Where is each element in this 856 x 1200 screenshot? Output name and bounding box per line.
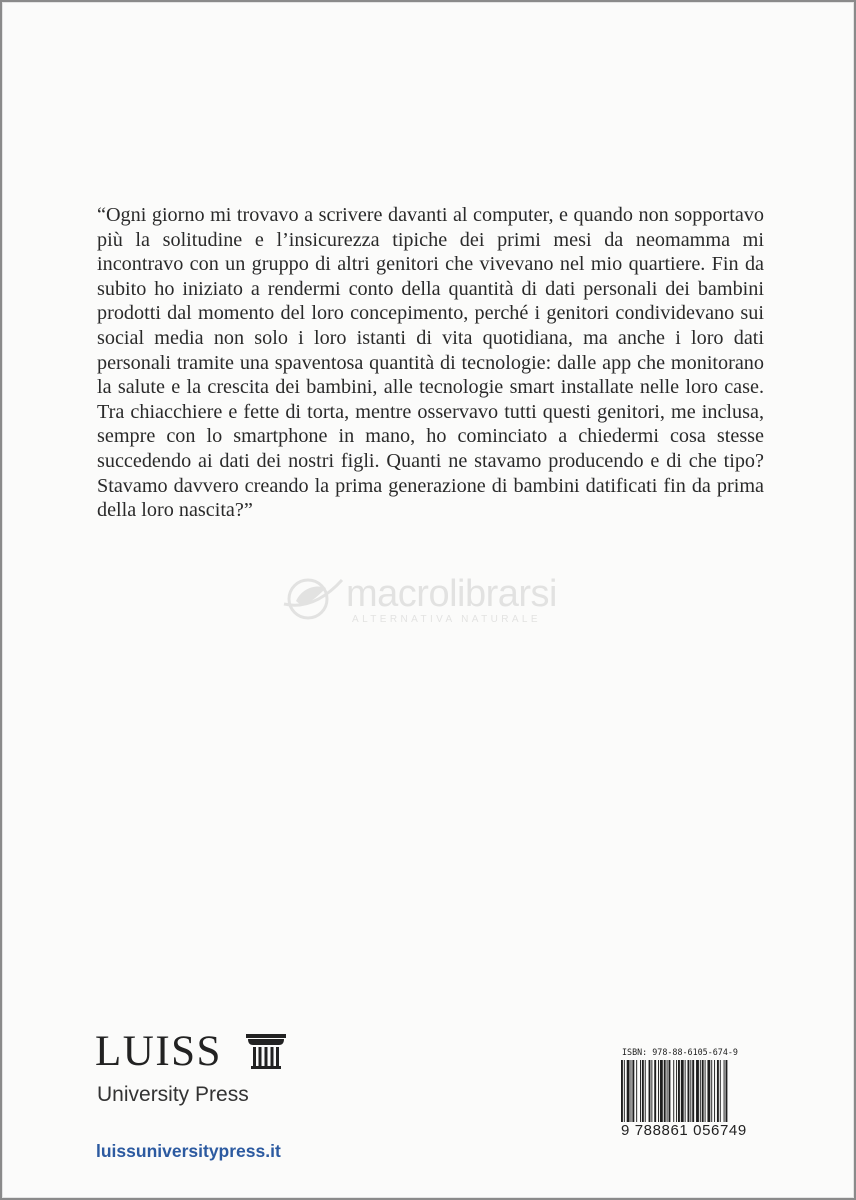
publisher-subtitle: University Press: [97, 1083, 249, 1106]
barcode-bar: [660, 1060, 663, 1126]
barcode-bar: [714, 1060, 715, 1126]
watermark: [282, 572, 592, 632]
isbn-label: ISBN: 978-88-6105-674-9: [622, 1047, 738, 1057]
watermark-tagline: ALTERNATIVA NATURALE: [352, 614, 541, 625]
barcode-bar: [690, 1060, 691, 1126]
barcode-bar: [707, 1060, 710, 1126]
barcode-bar: [711, 1060, 712, 1126]
barcode-bar: [627, 1060, 630, 1126]
barcode-bar: [645, 1060, 646, 1126]
barcode-bar: [642, 1060, 644, 1126]
barcode-bar: [724, 1060, 725, 1126]
barcode-bar: [658, 1060, 659, 1126]
back-cover-quote: [97, 203, 764, 523]
barcode-bar: [631, 1060, 632, 1126]
publisher-name: LUISS: [95, 1028, 222, 1075]
barcode-bar: [664, 1060, 666, 1126]
barcode-bar: [649, 1060, 651, 1126]
barcode-bar: [717, 1060, 719, 1126]
isbn-barcode: [619, 1047, 767, 1140]
barcode-bar: [632, 1060, 634, 1126]
barcode-bar: [702, 1060, 704, 1126]
barcode-bar: [640, 1060, 641, 1126]
barcode-bar: [636, 1060, 637, 1126]
barcode-bar: [700, 1060, 701, 1126]
barcode-bar: [681, 1060, 684, 1126]
barcode-digits: 9 788861 056749: [621, 1122, 747, 1139]
barcode-bar: [667, 1060, 668, 1126]
barcode-bar: [676, 1060, 677, 1126]
barcode-bar: [678, 1060, 680, 1126]
barcode-bar: [720, 1060, 721, 1126]
barcode-bar: [654, 1060, 656, 1126]
leaf-swirl-icon: [282, 574, 346, 624]
barcode-bar: [621, 1060, 623, 1126]
barcode-bar: [651, 1060, 652, 1126]
watermark-name: macrolibrarsi: [346, 573, 557, 615]
barcode-bar: [624, 1060, 625, 1126]
barcode-bar: [726, 1060, 728, 1126]
barcode-bar: [696, 1060, 699, 1126]
barcode-bar: [692, 1060, 694, 1126]
column-capital-icon: [246, 1034, 286, 1070]
barcode-bar: [705, 1060, 706, 1126]
quote-text: “Ogni giorno mi trovavo a scrivere davanti al computer, e quando non sopportavo più la solitudine e l’insicurezza tipiche dei primi mesi da neomamma mi incontravo con un gruppo di altri genitori che vivevano nel mio quartiere. Fin da subito ho iniziato a rendermi conto della quantità di dati personali dei bambini prodotti dal momento del loro concepimento, perché i genitori condividevano sui social media non solo i loro istanti di vita quotidiana, ma anche i loro dati personali tramite una spaventosa quantità di tecnologie: dalle app che monitorano la salute e la crescita dei bambini, alle tecnologie smart installate nelle loro case. Tra chiacchiere e fette di torta, mentre osservavo tutti questi genitori, me inclusa, sempre con lo smartphone in mano, ho cominciato a chiedermi cosa stesse succedendo ai dati dei nostri figli. Quanti ne stavamo producendo e di che tipo? Stavamo davvero creando la prima generazione di bambini datificati fin da prima della loro nascita?”: [97, 204, 764, 522]
barcode-bar: [688, 1060, 690, 1126]
barcode-bars: [619, 1060, 767, 1126]
barcode-bar: [673, 1060, 674, 1126]
barcode-bar: [669, 1060, 671, 1126]
publisher-website[interactable]: luissuniversitypress.it: [96, 1141, 281, 1161]
barcode-bar: [685, 1060, 686, 1126]
